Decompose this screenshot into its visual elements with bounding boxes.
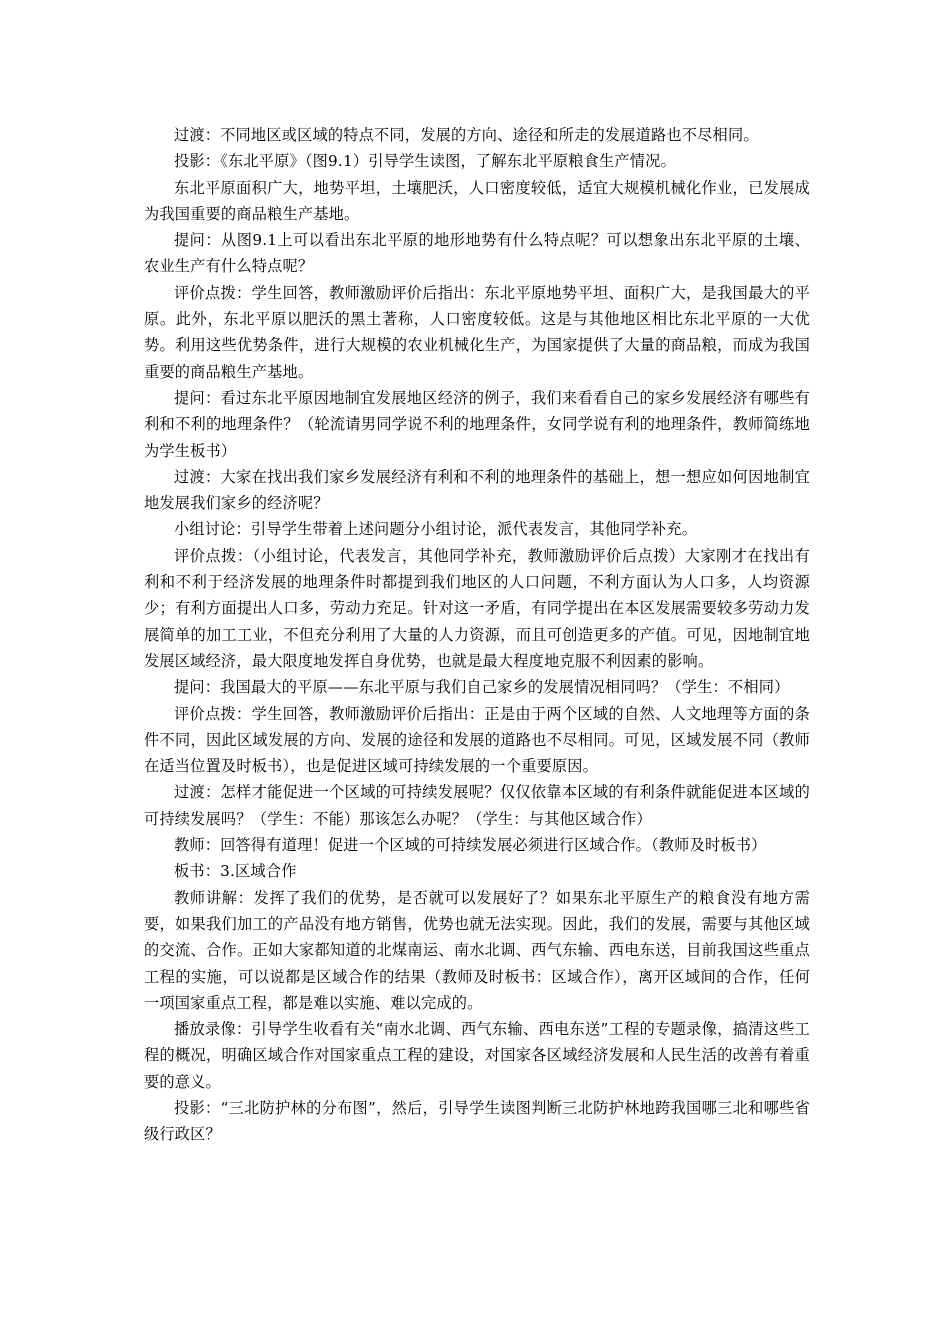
paragraph-teacher: 教师：回答得有道理！促进一个区域的可持续发展必须进行区域合作。（教师及时板书） — [174, 836, 767, 855]
paragraph-group-discussion: 小组讨论：引导学生带着上述问题分小组讨论，派代表发言，其他同学补充。 — [174, 520, 698, 539]
paragraph-projection-1: 投影：《东北平原》（图9.1）引导学生读图，了解东北平原粮食生产情况。 — [174, 152, 676, 171]
paragraph-transition-1: 过渡：不同地区或区域的特点不同，发展的方向、途径和所走的发展道路也不尽相同。 — [174, 126, 759, 144]
paragraph-plain-description: 东北平原面积广大，地势平坦，土壤肥沃，人口密度较低，适宜大规模机械化作业，已发展成为我国重要的商品粮生产基地。 — [144, 178, 810, 223]
paragraph-question-2: 提问：看过东北平原因地制宜发展地区经济的例子，我们来看看自己的家乡发展经济有哪些有利和不利的地理条件？（轮流请男同学说不利的地理条件，女同学说有利的地理条件，教师简练地为学生板书） — [144, 388, 810, 460]
paragraph-question-1: 提问：从图9.1上可以看出东北平原的地形地势有什么特点呢？可以想象出东北平原的土壤、农业生产有什么特点呢？ — [144, 231, 810, 276]
document-body — [144, 122, 810, 1148]
paragraph-blackboard: 板书：3.区域合作 — [174, 862, 297, 881]
paragraph-transition-2: 过渡：大家在找出我们家乡发展经济有利和不利的地理条件的基础上，想一想应如何因地制宜地发展我们家乡的经济呢？ — [144, 467, 810, 513]
paragraph-evaluation-3: 评价点拨：学生回答，教师激励评价后指出：正是由于两个区域的自然、人文地理等方面的条件不同，因此区域发展的方向、发展的途径和发展的道路也不尽相同。可见，区域发展不同（教师在适当位置及时板书），也是促进区域可持续发展的一个重要原因。 — [144, 704, 810, 776]
paragraph-evaluation-1: 评价点拨：学生回答，教师激励评价后指出：东北平原地势平坦、面积广大，是我国最大的平原。此外，东北平原以肥沃的黑土著称，人口密度较低。这是与其他地区相比东北平原的一大优势。利用这些优势条件，进行大规模的农业机械化生产，为国家提供了大量的商品粮，而成为我国重要的商品粮生产基地。 — [144, 283, 810, 381]
paragraph-evaluation-2: 评价点拨：（小组讨论，代表发言，其他同学补充，教师激励评价后点拨）大家刚才在找出有利和不利于经济发展的地理条件时都提到我们地区的人口问题，不利方面认为人口多，人均资源少；有利方面提出人口多，劳动力充足。针对这一矛盾，有同学提出在本区发展需要较多劳动力发展简单的加工工业，不但充分利用了大量的人力资源，而且可创造更多的产值。可见，因地制宜地发展区域经济，最大限度地发挥自身优势，也就是最大程度地克服不利因素的影响。 — [144, 546, 810, 670]
paragraph-question-3: 提问：我国最大的平原——东北平原与我们自己家乡的发展情况相同吗？（学生：不相同） — [174, 678, 790, 697]
paragraph-teacher-lecture: 教师讲解：发挥了我们的优势，是否就可以发展好了？如果东北平原生产的粮食没有地方需要，如果我们加工的产品没有地方销售，优势也就无法实现。因此，我们的发展，需要与其他区域的交流、合作。正如大家都知道的北煤南运、南水北调、西气东输、西电东送，目前我国这些重点工程的实施，可以说都是区域合作的结果（教师及时板书：区域合作），离开区域间的合作，任何一项国家重点工程，都是难以实施、难以完成的。 — [144, 888, 810, 1012]
paragraph-projection-2: 投影：“三北防护林的分布图”，然后，引导学生读图判断三北防护林地跨我国哪三北和哪些省级行政区？ — [144, 1098, 810, 1144]
paragraph-video: 播放录像：引导学生收看有关“南水北调、西气东输、西电东送”工程的专题录像，搞清这些工程的概况，明确区域合作对国家重点工程的建设，对国家各区域经济发展和人民生活的改善有着重要的意义。 — [144, 1020, 810, 1091]
paragraph-transition-3: 过渡：怎样才能促进一个区域的可持续发展呢？仅仅依靠本区域的有利条件就能促进本区域的可持续发展吗？（学生：不能）那该怎么办呢？（学生：与其他区域合作） — [144, 783, 810, 828]
